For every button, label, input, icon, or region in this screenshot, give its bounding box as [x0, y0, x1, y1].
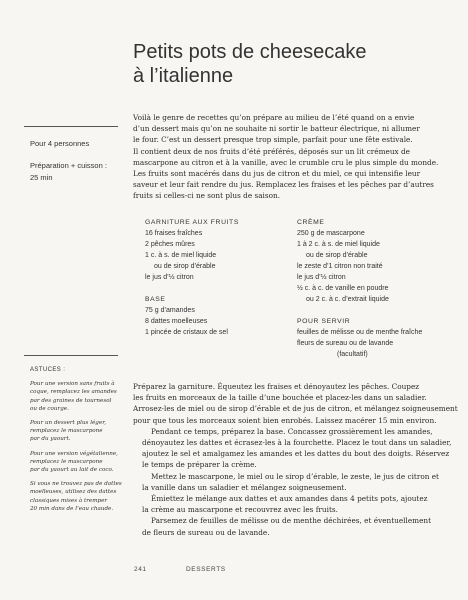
prep-time-value: 25 min [30, 173, 53, 182]
ingredient-line: ou de sirop d’érable [154, 263, 216, 270]
instruction-line: de fleurs de sureau ou de lavande. [142, 527, 270, 537]
ingredient-line: 8 dattes moelleuses [145, 318, 208, 325]
ingredient-section-heading: CRÈME [297, 219, 325, 226]
intro-line: mascarpone au citron et à la vanille, avec le crumble cru le plus simple du monde. [133, 157, 439, 167]
instruction-line: dénoyautez les dattes et écrasez-les à la fourchette. Placez le tout dans un saladier, [142, 438, 452, 448]
tip-line: 20 min dans de l’eau chaude. [30, 505, 114, 512]
tip-line: par du yaourt au lait de coco. [30, 467, 114, 474]
intro-line: Il contient deux de nos fruits d’été préférés, déposés sur un lit crémeux de [133, 146, 410, 156]
ingredient-line: le jus d’½ citron [297, 274, 346, 281]
ingredient-line [145, 283, 239, 294]
intro-line: fruits si celles-ci ne sont plus de saison. [133, 191, 281, 201]
intro-line: Voilà le genre de recettes qu’on prépare au milieu de l’été quand on a envie [133, 113, 415, 122]
ingredient-line: (facultatif) [337, 351, 368, 358]
ingredient-line: 1 à 2 c. à s. de miel liquide [297, 241, 380, 248]
ingredient-section-heading: GARNITURE AUX FRUITS [145, 219, 239, 226]
ingredient-line: 250 g de mascarpone [297, 230, 365, 237]
ingredient-line: 75 g d’amandes [145, 307, 195, 314]
ingredient-line: le zeste d’1 citron non traité [297, 263, 383, 270]
tip-line: par des graines de tournesol [30, 397, 112, 404]
instruction-line: le temps de préparer la crème. [142, 460, 257, 470]
instruction-line: Pendant ce temps, préparez la base. Concassez grossièrement les amandes, [151, 426, 433, 436]
tip-line: Pour une version sans fruits à [30, 381, 115, 388]
ingredient-line [297, 305, 422, 316]
instruction-step [133, 515, 440, 537]
ingredient-line: feuilles de mélisse ou de menthe fraîche [297, 329, 423, 336]
ingredient-line: 16 fraises fraîches [145, 230, 203, 237]
section-name: DESSERTS [186, 566, 226, 573]
instruction-line: pour que tous les morceaux soient bien enrobés. Laissez macérer 15 min environ. [133, 415, 437, 425]
recipe-title-line-1: Petits pots de cheesecake [133, 41, 367, 63]
instruction-line: la vanille dans un saladier et mélangez soigneusement. [142, 482, 347, 492]
tip-line: classiques mises à tremper [30, 497, 108, 504]
ingredient-line: 1 c. à s. de miel liquide [145, 252, 217, 259]
recipe-title-line-2: à l’italienne [133, 65, 234, 87]
tip-line: remplacez le mascarpone [30, 458, 103, 465]
tip-line: moelleuses, utilisez des dattes [30, 489, 117, 496]
tip-line: remplacez le mascarpone [30, 428, 103, 435]
ingredient-line: ou de sirop d’érable [306, 252, 368, 259]
instructions [133, 381, 458, 538]
ingredient-line: ou 2 c. à c. d’extrait liquide [306, 296, 389, 303]
tips-box [30, 366, 122, 519]
prep-time-label: Préparation + cuisson : [30, 161, 107, 170]
ingredient-line: le jus d’½ citron [145, 274, 194, 281]
ingredient-line: fleurs de sureau ou de lavande [297, 340, 394, 347]
instruction-step [133, 381, 458, 426]
instruction-line: Préparez la garniture. Équeutez les fraises et dénoyautez les pêches. Coupez [133, 382, 420, 391]
tip-line: Si vous ne trouvez pas de dattes [30, 481, 122, 488]
tip-line: Pour une version végétalienne, [30, 450, 118, 457]
tips-heading: ASTUCES : [30, 367, 66, 373]
intro-line: saveur et leur fait rendre du jus. Remplacez les fraises et les pêches par d’autres [133, 180, 434, 190]
recipe-title [133, 40, 433, 88]
instruction-line: Parsemez de feuilles de mélisse ou de menthe déchirées, et éventuellement [151, 516, 432, 526]
tip [30, 419, 122, 444]
recipe-intro [133, 112, 440, 202]
intro-line: le four. C’est un dessert presque trop simple, parfait pour une fête estivale. [133, 135, 413, 145]
instruction-line: les fruits en morceaux de la taille d’une bouchée et placez-les dans un saladier. [133, 393, 427, 403]
ingredients-right-column [297, 217, 422, 360]
tip [30, 480, 122, 513]
instruction-step [133, 471, 440, 493]
page-number: 241 [134, 566, 147, 573]
instruction-line: Arrosez-les de miel ou de sirop d’érable et de jus de citron, et mélangez soigneusement [133, 404, 458, 414]
ingredient-line: ½ c. à c. de vanille en poudre [297, 285, 389, 292]
ingredient-line: 2 pêches mûres [145, 241, 195, 248]
tip-line: ou de courge. [30, 405, 69, 412]
instruction-step [133, 426, 452, 471]
tip [30, 380, 122, 413]
tip-line: coque, remplacez les amandes [30, 389, 117, 396]
intro-line: Les fruits sont macérés dans du jus de citron et du miel, ce qui intensifie leur [133, 169, 421, 179]
ingredient-section-heading: POUR SERVIR [297, 318, 351, 325]
ingredients-left-column [145, 217, 239, 338]
tips-divider [24, 355, 118, 356]
ingredient-section-heading: BASE [145, 296, 166, 303]
tip-line: par du yaourt. [30, 436, 71, 443]
tip [30, 450, 122, 475]
instruction-step [133, 493, 440, 515]
intro-line: d’un dessert mais qu’on ne souhaite ni sortir le batteur électrique, ni allumer [133, 124, 420, 134]
ingredient-line: 1 pincée de cristaux de sel [145, 329, 228, 336]
instruction-line: ajoutez le sel et amalgamez les amandes et les dattes du bout des doigts. Réservez [142, 449, 450, 459]
servings: Pour 4 personnes [30, 139, 90, 148]
sidebar-divider [24, 126, 118, 127]
instruction-line: la crème au mascarpone et recouvrez avec les fruits. [142, 505, 338, 515]
tip-line: Pour un dessert plus léger, [30, 420, 107, 427]
instruction-line: Mettez le mascarpone, le miel ou le sirop d’érable, le zeste, le jus de citron et [151, 471, 439, 481]
instruction-line: Émiettez le mélange aux dattes et aux amandes dans 4 petits pots, ajoutez [151, 494, 428, 504]
